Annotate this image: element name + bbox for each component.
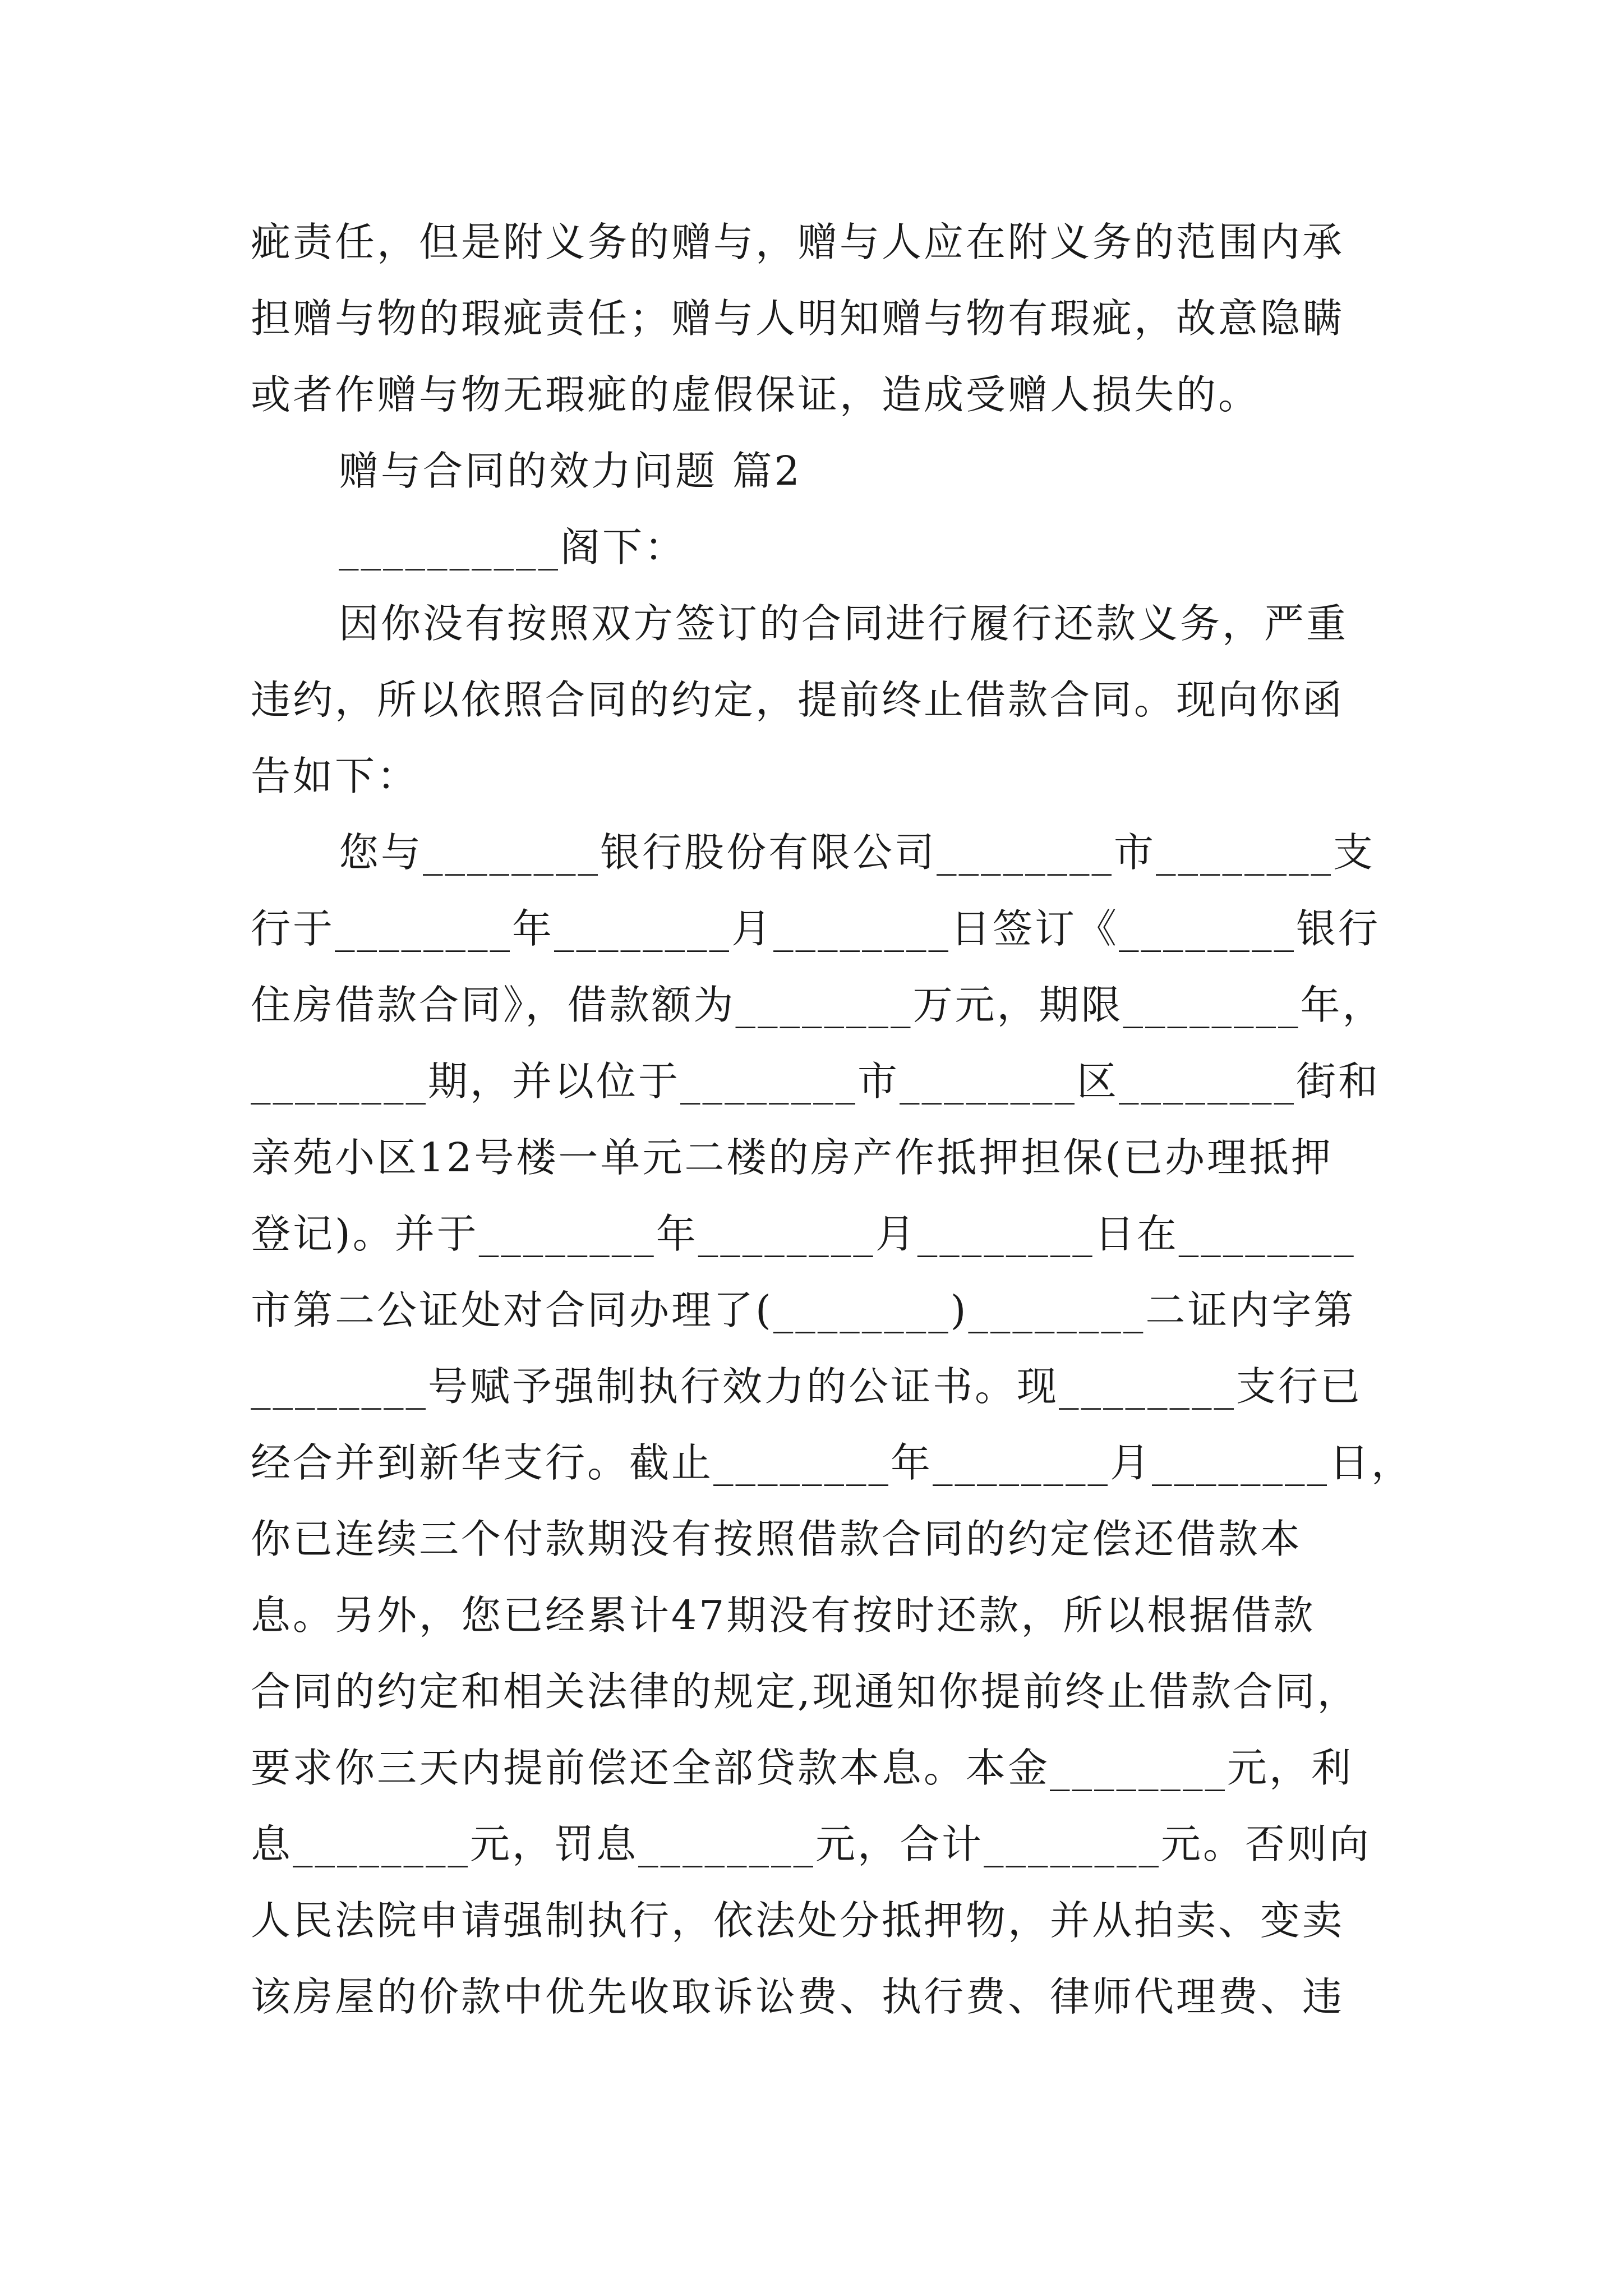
text-line-23: 人民法院申请强制执行，依法处分抵押物，并从拍卖、变卖 bbox=[251, 1897, 1345, 1944]
salutation: __________阁下： bbox=[339, 524, 687, 570]
text-line-8: 告如下： bbox=[251, 753, 419, 799]
text-line-1: 疵责任，但是附义务的赠与，赠与人应在附义务的范围内承 bbox=[251, 219, 1345, 265]
text-line-9: 您与________银行股份有限公司________市________支 bbox=[339, 829, 1376, 876]
text-line-7: 违约，所以依照合同的约定，提前终止借款合同。现向你函 bbox=[251, 677, 1345, 723]
text-line-24: 该房屋的价款中优先收取诉讼费、执行费、律师代理费、违 bbox=[251, 1973, 1345, 2020]
text-line-10: 行于________年________月________日签订《________银行 bbox=[251, 905, 1381, 952]
text-line-18: 你已连续三个付款期没有按照借款合同的约定偿还借款本 bbox=[251, 1516, 1303, 1562]
text-line-13: 亲苑小区12号楼一单元二楼的房产作抵押担保(已办理抵押 bbox=[251, 1134, 1334, 1181]
text-line-17: 经合并到新华支行。截止________年________月________日， bbox=[251, 1439, 1414, 1486]
text-line-3: 或者作赠与物无瑕疵的虚假保证，造成受赠人损失的。 bbox=[251, 371, 1261, 418]
text-line-14: 登记)。并于________年________月________日在________ bbox=[251, 1211, 1356, 1257]
text-line-2: 担赠与物的瑕疵责任；赠与人明知赠与物有瑕疵，故意隐瞒 bbox=[251, 295, 1345, 342]
text-line-15: 市第二公证处对合同办理了(________)________二证内字第 bbox=[251, 1287, 1356, 1333]
text-line-11: 住房借款合同》，借款额为________万元，期限________年， bbox=[251, 982, 1385, 1028]
text-line-21: 要求你三天内提前偿还全部贷款本息。本金________元，利 bbox=[251, 1745, 1354, 1791]
section-heading: 赠与合同的效力问题 篇2 bbox=[339, 448, 802, 494]
text-line-19: 息。另外，您已经累计47期没有按时还款，所以根据借款 bbox=[251, 1592, 1316, 1639]
text-line-6: 因你没有按照双方签订的合同进行履行还款义务，严重 bbox=[339, 600, 1349, 647]
text-line-20: 合同的约定和相关法律的规定,现通知你提前终止借款合同， bbox=[251, 1668, 1359, 1715]
text-line-16: ________号赋予强制执行效力的公证书。现________支行已 bbox=[251, 1363, 1363, 1410]
text-line-22: 息________元，罚息________元，合计________元。否则向 bbox=[251, 1821, 1372, 1867]
text-line-12: ________期，并以位于________市________区________街和 bbox=[251, 1058, 1381, 1105]
